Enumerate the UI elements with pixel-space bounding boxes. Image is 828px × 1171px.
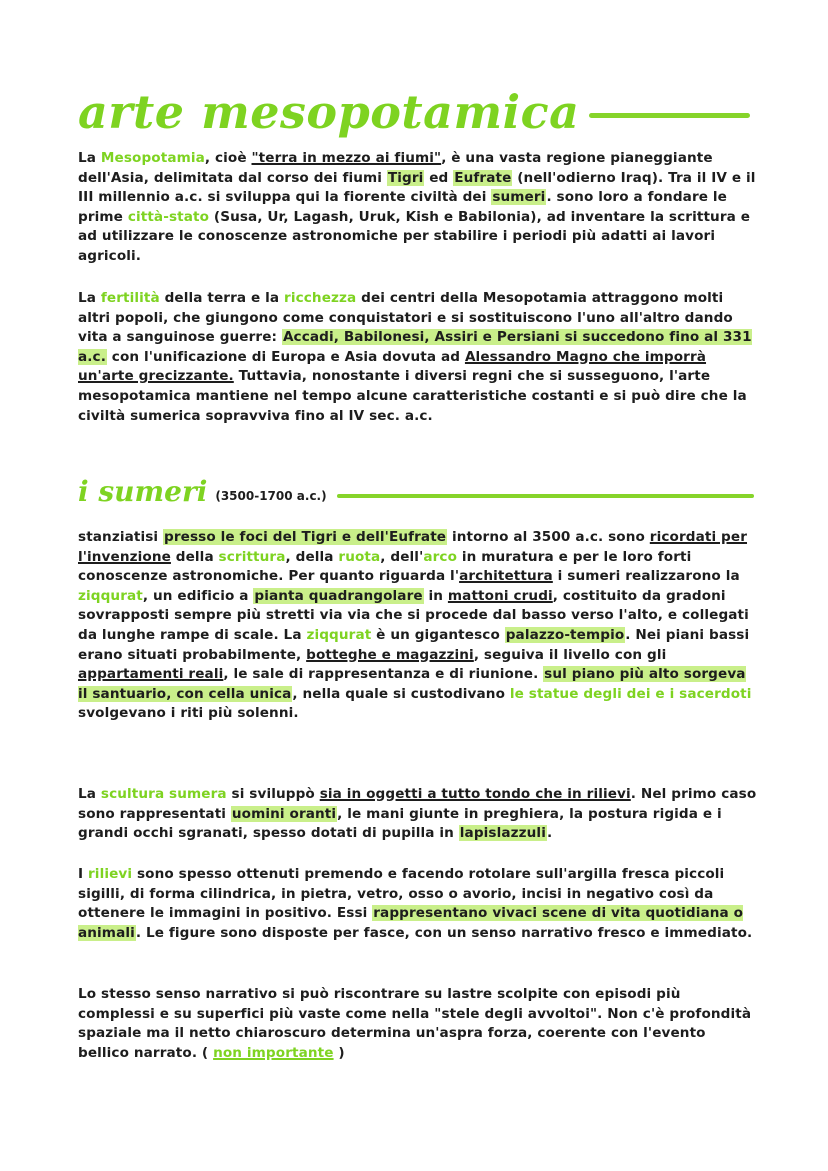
text-run: i sumeri realizzarono la [552, 568, 740, 585]
text-run: La [78, 290, 101, 306]
paragraph-sumeri [78, 528, 758, 724]
highlighted-phrase: "terra in mezzo ai fiumi" [251, 150, 442, 166]
text-run: , della [285, 548, 339, 565]
text-run: intorno al 3500 a.c. sono [447, 529, 650, 545]
highlighted-phrase: botteghe e magazzini [306, 646, 474, 663]
highlighted-phrase: Mesopotamia [100, 150, 205, 166]
text-run: . Nei piani bassi erano situati probabilmente, [78, 626, 750, 663]
highlighted-phrase: Tigri [387, 169, 424, 186]
highlighted-phrase: città-stato [127, 208, 210, 225]
section-underline [337, 494, 754, 498]
text-run: . sono loro a fondare le prime [78, 189, 727, 225]
text-run: sono spesso ottenuti premendo e facendo rotolare sull'argilla fresca piccoli sigilli, di forma cilindrica, in pietra, vetro, osso o avorio, incisi in negativo così da ottenere le immagini in positivo. Essi [78, 866, 725, 922]
section-title: i sumeri [78, 475, 208, 508]
text-run: in muratura e per le loro forti conoscenze astronomiche. Per quanto riguarda l' [78, 548, 692, 585]
text-run: , costituito da gradoni sovrapposti sempre più stretti via via che si procede dal basso verso l'alto, e collegati da lunghe rampe di scale. La [78, 587, 749, 643]
text-run: (nell'odierno Iraq). Tra il IV e il III millennio a.c. si sviluppa qui la fiorente civiltà dei [78, 169, 756, 206]
highlighted-phrase: presso le foci del Tigri e dell'Eufrate [164, 529, 447, 545]
text-run: . Le figure sono disposte per fasce, con un senso narrativo fresco e immediato. [135, 924, 753, 941]
highlighted-phrase: arco [423, 548, 458, 565]
paragraph-mesopotamia [78, 149, 758, 267]
highlighted-phrase: ricchezza [284, 290, 357, 306]
highlighted-phrase: uomini oranti [231, 805, 337, 822]
highlighted-phrase: palazzo-tempio [505, 626, 625, 643]
text-run: si sviluppò [226, 786, 320, 802]
highlighted-phrase: Accadi, Babilonesi, Assiri e Persiani si succedono fino al 331 a.c. [78, 329, 752, 365]
highlighted-phrase: architettura [459, 568, 553, 585]
highlighted-phrase: rappresentano vivaci scene di vita quotidiana o animali [78, 905, 744, 941]
highlighted-phrase: sia in oggetti a tutto tondo che in rilievi [319, 786, 631, 802]
text-run: svolgevano i riti più solenni. [78, 705, 299, 722]
page-title: arte mesopotamica [78, 85, 580, 139]
highlighted-phrase: lapislazzuli [459, 825, 546, 842]
highlighted-phrase: sumeri [492, 189, 546, 206]
highlighted-phrase: ziqqurat [306, 626, 372, 643]
highlighted-phrase: Eufrate [454, 169, 512, 186]
highlighted-phrase: rilievi [88, 866, 133, 882]
paragraph-stele [78, 985, 758, 1063]
text-run: . [546, 825, 553, 842]
text-run: (Susa, Ur, Lagash, Uruk, Kish e Babilonia), ad inventare la scrittura e ad utilizzare le conoscenze astronomiche per stabilire i periodi più adatti ai lavori agricoli. [78, 208, 751, 264]
text-run: dei centri della Mesopotamia attraggono molti altri popoli, che giungono come conquistatori e si sostituiscono l'uno all'altro dando vita a sanguinose guerre: [78, 290, 733, 346]
text-run: La [78, 150, 101, 166]
highlighted-phrase: mattoni crudi [447, 587, 553, 604]
highlighted-phrase: pianta quadrangolare [254, 587, 423, 604]
text-run: stanziatisi [78, 529, 164, 545]
text-run: è un gigantesco [371, 626, 505, 643]
paragraph-fertilita [78, 289, 758, 426]
paragraph-rilievi [78, 865, 758, 943]
highlighted-phrase: ricordati per l'invenzione [78, 529, 748, 565]
text-run: ) [333, 1044, 345, 1061]
text-run: con l'unificazione di Europa e Asia dovuta ad [106, 348, 465, 365]
text-run: I [78, 866, 88, 882]
text-run: , è una vasta regione pianeggiante dell'Asia, delimitata dal corso dei fiumi [78, 150, 713, 186]
section-header-sumeri [78, 474, 754, 510]
text-run: , dell' [380, 548, 424, 565]
text-run: , le sale di rappresentanza e di riunione. [223, 666, 544, 683]
text-run: La [78, 786, 101, 802]
highlighted-phrase: appartamenti reali [78, 666, 224, 683]
text-run: in [423, 587, 448, 604]
text-run: ed [424, 169, 454, 186]
highlighted-phrase: fertilità [100, 290, 160, 306]
paragraph-scultura [78, 785, 758, 844]
highlighted-phrase: sul piano più alto sorgeva il santuario, con cella unica [78, 666, 746, 702]
highlighted-phrase: le statue degli dei e i sacerdoti [509, 685, 752, 702]
text-run: , le mani giunte in preghiera, la postura rigida e i grandi occhi sgranati, spesso dotati di pupilla in [78, 805, 722, 842]
highlighted-phrase: ruota [338, 548, 381, 565]
title-row [78, 82, 750, 142]
highlighted-phrase: Alessandro Magno che imporrà un'arte grecizzante. [78, 348, 707, 385]
highlighted-phrase: scultura sumera [100, 786, 227, 802]
text-run: , un edificio a [142, 587, 254, 604]
text-run: , seguiva il livello con gli [473, 646, 667, 663]
text-run: , cioè [204, 150, 252, 166]
text-run: della [170, 548, 219, 565]
text-run: Tuttavia, nonostante i diversi regni che si susseguono, l'arte mesopotamica mantiene nel tempo alcune caratteristiche costanti e si può dire che la civiltà sumerica sopravviva fino al IV sec. a.c. [78, 368, 747, 424]
highlighted-phrase: non importante [213, 1044, 334, 1061]
highlighted-phrase: scrittura [218, 548, 286, 565]
section-dates: (3500-1700 a.c.) [215, 489, 327, 503]
title-underline [589, 113, 750, 118]
text-run: . Nel primo caso sono rappresentati [78, 786, 757, 822]
text-run: , nella quale si custodivano [292, 685, 510, 702]
highlighted-phrase: ziqqurat [78, 587, 143, 604]
text-run: della terra e la [159, 290, 285, 306]
text-run: Lo stesso senso narrativo si può riscontrare su lastre scolpite con episodi più complessi e su superfici più vaste come nella "stele degli avvoltoi". Non c'è profondità spaziale ma il netto chiaroscuro determina un'aspra forza, coerente con l'evento bellico narrato. ( [78, 986, 752, 1061]
